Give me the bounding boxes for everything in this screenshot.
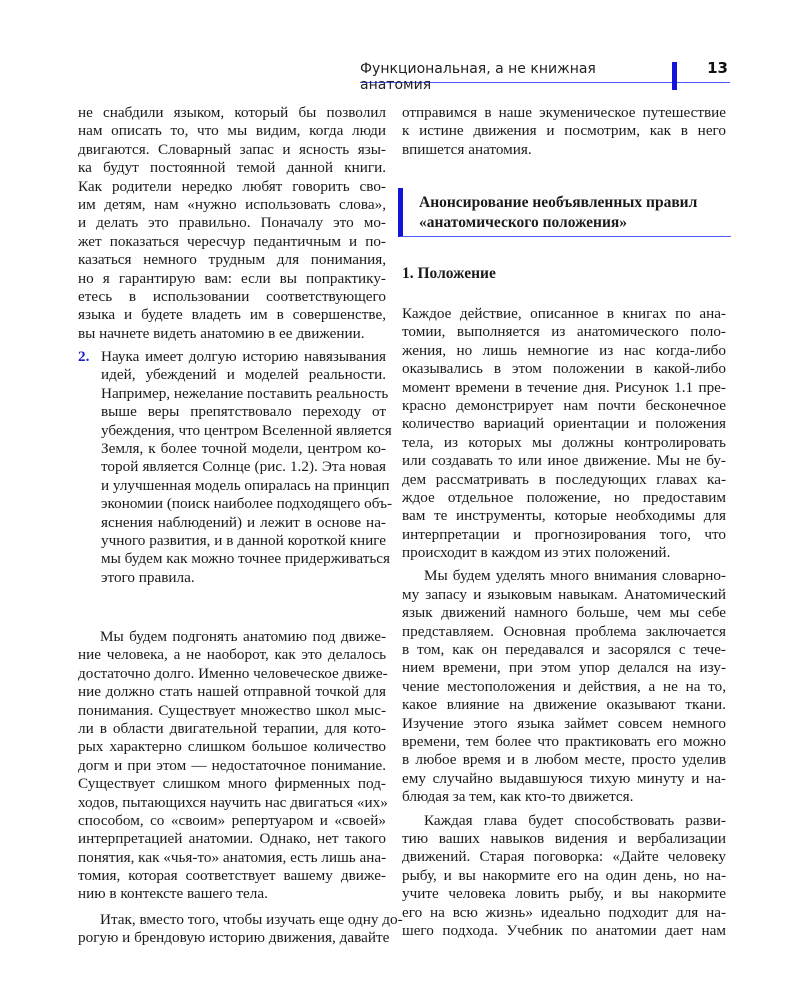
text-line: или создавать то или иное движение. Мы не бу- [402, 452, 726, 470]
text-line: жения, но лишь немногие из нас когда-либо [402, 341, 726, 359]
paragraph [101, 348, 393, 587]
text-line: представляем. Основная проблема заключается [402, 622, 726, 640]
text-line: казаться немного трудным для понимания, [78, 251, 386, 269]
text-line: понимания. Существует множество школ мыс- [78, 701, 386, 719]
text-line: не снабдили языком, который бы позволил [78, 104, 386, 121]
text-line: томии, выполняется из анатомического поло- [402, 323, 726, 341]
running-header-title: Функциональная, а не книжная анатомия [360, 61, 596, 93]
text-line: вы начнете видеть анатомию в ее движении. [78, 324, 365, 342]
text-line: Каждое действие, описанное в книгах по ана- [402, 305, 726, 322]
text-line: язык движений намного больше, чем мы себе [402, 604, 726, 622]
numbered-item-2 [78, 348, 393, 587]
paragraph [78, 104, 386, 343]
section-heading [419, 193, 697, 233]
text-line: Каждая глава будет способствовать разви- [424, 811, 726, 829]
text-line: идей, убеждений и моделей реальности. [101, 366, 386, 384]
running-header [360, 58, 730, 93]
text-line: интерпретацией анатомии. Однако, нет такого [78, 830, 386, 848]
text-line: происходит в каждом из этих положений. [402, 544, 671, 562]
right-column-top [402, 104, 726, 159]
text-line: тела, из которых мы должны контролировать [402, 433, 726, 451]
text-line: торой является Солнце (рис. 1.2). Эта новая [101, 458, 386, 476]
text-line: убеждения, что центром Вселенной является [101, 421, 392, 439]
paragraph [78, 628, 386, 904]
text-line: этого правила. [101, 568, 195, 586]
text-line: учите человека ловить рыбу, и вы накормите [402, 885, 726, 903]
page-number: 13 [707, 59, 728, 77]
text-line: в том, как он передавался и засорялся с тече- [402, 641, 726, 659]
text-line: рогую и брендовую историю движения, давайте [78, 929, 390, 947]
heading-line: Анонсирование необъявленных правил [419, 194, 698, 211]
text-line: и улучшенная модель опиралась на принцип [101, 476, 390, 494]
text-line: им детям, нам «нужно использовать слова», [78, 195, 386, 213]
text-line: яснения наблюдений) и лежит в основе на- [101, 513, 386, 531]
text-line: какое влияние на движение оказывают ткани. [402, 696, 726, 714]
text-line: понятия, как «чья-то» анатомия, есть лишь ана- [78, 848, 387, 866]
text-line: к истине движения и посмотрим, как в него [402, 122, 726, 140]
text-line: впишется анатомия. [402, 140, 532, 158]
text-line: красно демонстрирует нам почти бесконечное [402, 396, 726, 414]
text-line: выше веры препятствовало переходу от [101, 403, 386, 421]
text-line: тию ваших навыков видения и вербализации [402, 829, 726, 847]
text-line: времени, тем более что практиковать его можно [402, 732, 726, 750]
text-line: но я гарантирую вам: если вы попрактику- [78, 269, 386, 287]
item-number: 2. [78, 348, 90, 365]
text-line: Как родители нередко любят говорить сво- [78, 177, 386, 195]
text-line: ка будут постоянной темой данной книги. [78, 159, 386, 177]
text-line: ему случайно выдавшуюся тихую минуту и на- [402, 769, 726, 787]
text-line: ходов, пытающихся научить нас двигаться «их» [78, 793, 388, 811]
paragraph [78, 910, 403, 948]
section-heading-box [398, 188, 731, 237]
paragraph [402, 567, 726, 806]
text-line: интерпретации и прогнозирования того, что [402, 525, 726, 543]
text-line: блюдая за тем, как кто-то движется. [402, 788, 634, 806]
paragraph [402, 104, 726, 159]
text-line: рыбу, и вы накормите его на один день, но на- [402, 866, 726, 884]
text-line: экономии (поиск наиболее подходящего объ- [101, 495, 393, 513]
subsection-heading: 1. Положение [402, 265, 496, 282]
text-line: Мы будем подгонять анатомию под движе- [100, 628, 386, 645]
text-line: Изучение этого языка займет совсем немного [402, 714, 726, 732]
text-line: ние человека, а не наоборот, как это делалось [78, 646, 386, 664]
text-line: чение местоположения и действия, а не на то, [402, 677, 726, 695]
text-line: рых характерно слишком большое количество [78, 738, 386, 756]
text-line: способом, со «своим» репертуаром и «своей» [78, 811, 386, 829]
text-line: его на всю жизнь» идеально подходит для на- [402, 903, 726, 921]
text-line: дем рассматривать в последующих главах ка- [402, 470, 726, 488]
text-line: му запасу и языковым навыкам. Анатомический [402, 585, 726, 603]
text-line: двигаются. Словарный запас и ясность язы- [78, 140, 386, 158]
text-line: учного развития, и в данной короткой книге [101, 531, 386, 549]
text-line: томия, которая соответствует вашему движе- [78, 867, 386, 885]
text-line: ждое отдельное положение, но предоставим [402, 488, 726, 506]
text-line: жет показаться чересчур педантичным и по- [78, 232, 386, 250]
text-line: нам описать то, что мы видим, когда люди [78, 122, 386, 140]
text-line: в любое время и в любом месте, просто уделив [402, 751, 726, 769]
text-line: нием времени, при этом упор делался на изу- [402, 659, 726, 677]
text-line: шего подхода. Учебник по анатомии дает нам [402, 921, 726, 939]
text-line: Итак, вместо того, чтобы изучать еще одну до- [100, 910, 403, 928]
text-line: мы будем как можно точнее придерживаться [101, 550, 390, 568]
text-line: отправимся в наше экуменическое путешествие [402, 104, 726, 121]
left-column [78, 104, 386, 343]
text-line: ли в области двигательной терапии, для кото- [78, 719, 386, 737]
paragraph [402, 812, 726, 941]
left-column-lower [78, 628, 403, 948]
text-line: Наука имеет долгую историю навязывания [101, 348, 386, 365]
heading-line: «анатомического положения» [419, 214, 628, 231]
header-divider [672, 62, 677, 90]
text-line: и делать это правильно. Поначалу это мо- [78, 214, 386, 232]
text-line: Например, нежелание поставить реальность [101, 384, 389, 402]
text-line: нию в контексте вашего тела. [78, 885, 268, 903]
text-line: Земля, к более точной модели, центром ко- [101, 439, 386, 457]
text-line: достаточно долго. Именно человеческое движе- [78, 664, 388, 682]
text-line: Существует слишком много фирменных под- [78, 775, 386, 793]
text-line: етесь в использовании соответствующего [78, 287, 386, 305]
text-line: движений. Старая поговорка: «Дайте человеку [402, 848, 726, 866]
text-line: ние должно стать нашей отправной точкой для [78, 683, 386, 701]
text-line: Мы будем уделять много внимания словарно- [424, 567, 726, 585]
text-line: количество вариаций ориентации и положения [402, 415, 726, 433]
paragraph [402, 305, 726, 562]
right-column [402, 305, 726, 940]
text-line: момент времени в течение дня. Рисунок 1.1 пре- [402, 378, 726, 396]
text-line: языка и будете владеть им в совершенстве, [78, 306, 386, 324]
text-line: догм и при этом — недостаточное понимание. [78, 756, 386, 774]
text-line: оказывались в этом положении в какой-либо [402, 360, 726, 378]
text-line: вам те инструменты, которые необходимы для [402, 507, 726, 525]
